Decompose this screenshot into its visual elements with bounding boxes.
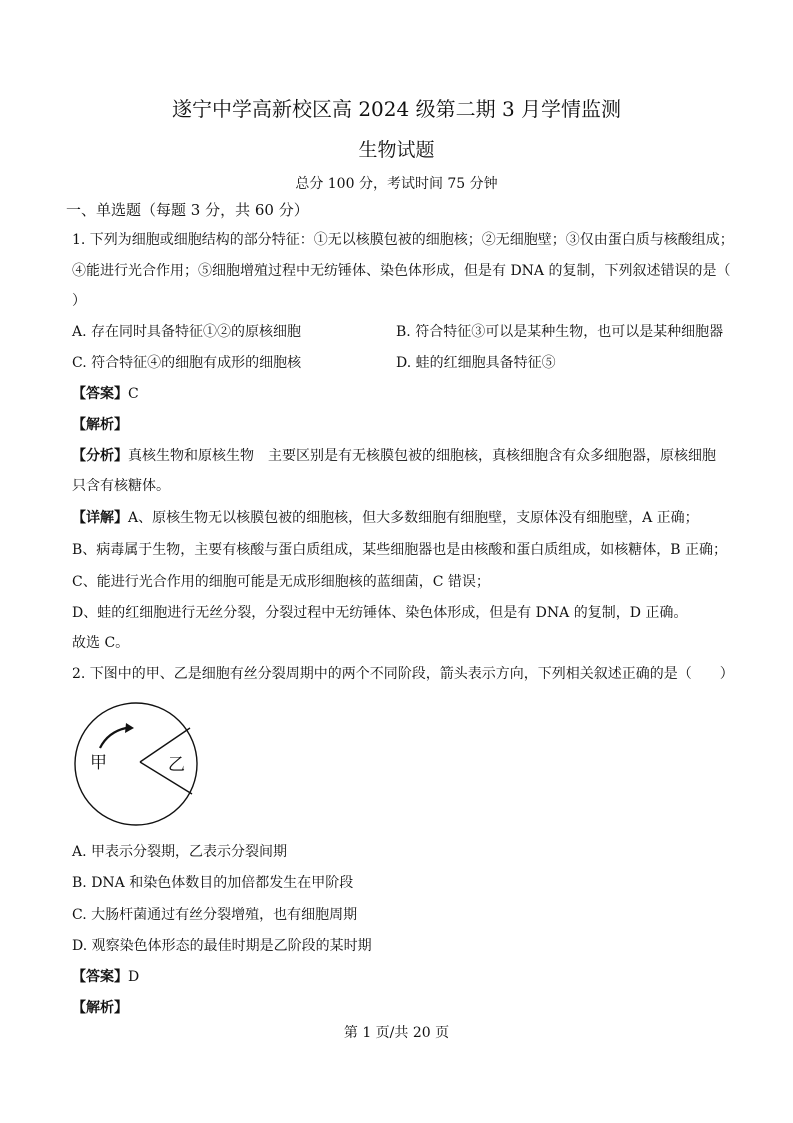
q2-option-c: C. 大肠杆菌通过有丝分裂增殖，也有细胞周期 <box>72 907 358 923</box>
q2-answer <box>72 968 139 986</box>
page-footer: 第 1 页/共 20 页 <box>343 1025 450 1041</box>
q2-option-a: A. 甲表示分裂期，乙表示分裂间期 <box>72 844 288 860</box>
q1-conclusion: 故选 C。 <box>72 635 130 651</box>
exam-title: 遂宁中学高新校区高 2024 级第二期 3 月学情监测 <box>171 97 622 121</box>
q1-xiangjie-a-text: A、原核生物无以核膜包被的细胞核，但大多数细胞有细胞壁，支原体没有细胞壁，A 正确； <box>128 510 699 526</box>
direction-arrow-icon <box>100 728 126 748</box>
q1-xiangjie-c: C、能进行光合作用的细胞可能是无成形细胞核的蓝细菌，C 错误； <box>72 574 490 590</box>
q2-answer-value: D <box>128 969 140 985</box>
q1-fenxi-text: 真核生物和原核生物 主要区别是有无核膜包被的细胞核，真核细胞含有众多细胞器，原核细胞 <box>128 448 716 464</box>
q1-xiangjie-d: D、蛙的红细胞进行无丝分裂，分裂过程中无纺锤体、染色体形成，但是有 DNA 的复制，D 正确。 <box>72 605 688 621</box>
q1-stem-line-1: 1. 下列为细胞或细胞结构的部分特征：①无以核膜包被的细胞核；②无细胞壁；③仅由蛋白质与核酸组成； <box>72 232 734 248</box>
figure-label-yi: 乙 <box>168 755 185 775</box>
figure-label-jia: 甲 <box>90 753 107 773</box>
q1-answer <box>72 385 139 403</box>
q2-stem: 2. 下图中的甲、乙是细胞有丝分裂周期中的两个不同阶段，箭头表示方向，下列相关叙述正确的是（ ） <box>72 666 734 682</box>
q1-option-c: C. 符合特征④的细胞有成形的细胞核 <box>72 355 302 371</box>
q1-analysis-tag: 【解析】 <box>72 417 128 433</box>
q1-fenxi-line-2: 只含有核糖体。 <box>72 478 170 494</box>
q2-answer-tag: 【答案】 <box>72 969 128 985</box>
q1-fenxi-tag: 【分析】 <box>72 448 128 464</box>
arrow-head-icon <box>125 723 134 733</box>
q1-option-a: A. 存在同时具备特征①②的原核细胞 <box>72 324 302 340</box>
exam-meta: 总分 100 分，考试时间 75 分钟 <box>295 176 498 192</box>
section-heading: 一、单选题（每题 3 分，共 60 分） <box>66 201 309 219</box>
q1-stem-line-2: ④能进行光合作用；⑤细胞增殖过程中无纺锤体、染色体形成，但是有 DNA 的复制，下列叙述错误的是（ <box>72 263 731 279</box>
q1-answer-tag: 【答案】 <box>72 386 128 402</box>
q1-xiangjie-b: B、病毒属于生物，主要有核酸与蛋白质组成，某些细胞器也是由核酸和蛋白质组成，如核糖体，B 正确； <box>72 542 728 558</box>
q1-answer-value: C <box>128 386 139 402</box>
q1-xiangjie-tag: 【详解】 <box>72 510 128 526</box>
q1-stem-line-3: ） <box>72 293 86 309</box>
q1-option-d: D. 蛙的红细胞具备特征⑤ <box>396 355 556 371</box>
q2-analysis-tag: 【解析】 <box>72 1000 128 1016</box>
exam-subtitle: 生物试题 <box>358 139 435 161</box>
q1-fenxi-line-1 <box>72 447 716 465</box>
q1-xiangjie-a <box>72 509 699 527</box>
q2-option-b: B. DNA 和染色体数目的加倍都发生在甲阶段 <box>72 875 354 891</box>
q2-option-d: D. 观察染色体形态的最佳时期是乙阶段的某时期 <box>72 938 372 954</box>
q1-option-b: B. 符合特征③可以是某种生物，也可以是某种细胞器 <box>396 324 724 340</box>
cell-cycle-figure <box>74 700 214 828</box>
